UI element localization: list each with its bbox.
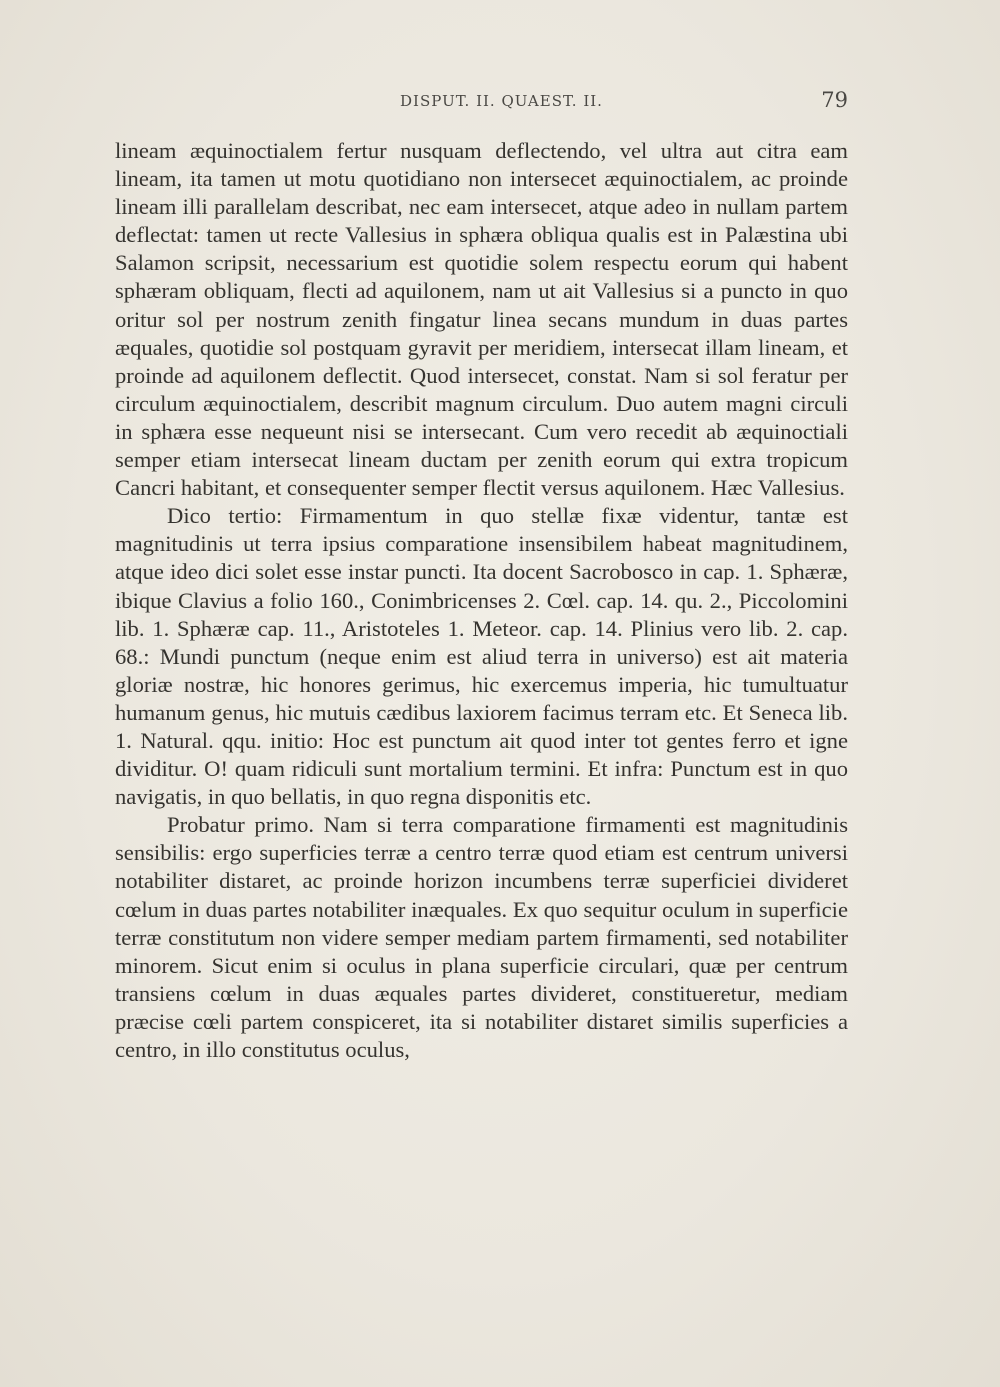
- paragraph-continued: lineam æquinoctialem fertur nusquam deflectendo, vel ultra aut citra eam lineam, ita tamen ut motu quotidiano non intersecet æquinoctialem, ac proinde lineam illi parallelam describat, nec eam intersecet, atque adeo in nullam partem deflectat: tamen ut recte Vallesius in sphæra obliqua qualis est in Palæstina ubi Salamon scripsit, necessarium est quotidie solem respectu eorum qui habent sphæram obliquam, flecti ad aquilonem, nam ut ait Vallesius si a puncto in quo oritur sol per nostrum zenith fingatur linea secans mundum in duas partes æquales, quotidie sol postquam gyravit per meridiem, intersecat illam lineam, et proinde ad aquilonem deflectit. Quod intersecet, constat. Nam si sol feratur per circulum æquinoctialem, describit magnum circulum. Duo autem magni circuli in sphæra esse nequeunt nisi se intersecant. Cum vero recedit ab æquinoctiali semper etiam intersecat lineam ductam per zenith eorum qui extra tropicum Cancri habitant, et consequenter semper flectit versus aquilonem. Hæc Vallesius.: [115, 138, 848, 501]
- running-title: DISPUT. II. QUAEST. II.: [400, 92, 603, 110]
- page-number: 79: [821, 88, 848, 112]
- body-text: [115, 137, 848, 1064]
- paragraph-probatur-primo: Probatur primo. Nam si terra comparatione firmamenti est magnitudinis sensibilis: ergo superficies terræ a centro terræ quod etiam est centrum universi notabiliter distaret, ac proinde horizon incumbens terræ superficiei divideret cœlum in duas partes notabiliter inæquales. Ex quo sequitur oculum in superficie terræ constitutum non videre semper mediam partem firmamenti, sed notabiliter minorem. Sicut enim si oculus in plana superficie circulari, quæ per centrum transiens cœlum in duas æquales partes divideret, constitueretur, mediam præcise cœli partem conspiceret, ita si notabiliter distaret similis superficies a centro, in illo constitutus oculus,: [115, 812, 848, 1062]
- paragraph-dico-tertio: Dico tertio: Firmamentum in quo stellæ fixæ videntur, tantæ est magnitudinis ut terra ipsius comparatione insensibilem habeat magnitudinem, atque ideo dici solet esse instar puncti. Ita docent Sacrobosco in cap. 1. Sphæræ, ibique Clavius a folio 160., Conimbricenses 2. Cœl. cap. 14. qu. 2., Piccolomini lib. 1. Sphæræ cap. 11., Aristoteles 1. Meteor. cap. 14. Plinius vero lib. 2. cap. 68.: Mundi punctum (neque enim est aliud terra in universo) est ait materia gloriæ nostræ, hic honores gerimus, hic exercemus imperia, hic tumultuatur humanum genus, hic mutuis cædibus laxiorem facimus terram etc. Et Seneca lib. 1. Natural. qqu. initio: Hoc est punctum ait quod inter tot gentes ferro et igne dividitur. O! quam ridiculi sunt mortalium termini. Et infra: Punctum est in quo navigatis, in quo bellatis, in quo regna disponitis etc.: [115, 503, 848, 810]
- running-head: [115, 88, 848, 118]
